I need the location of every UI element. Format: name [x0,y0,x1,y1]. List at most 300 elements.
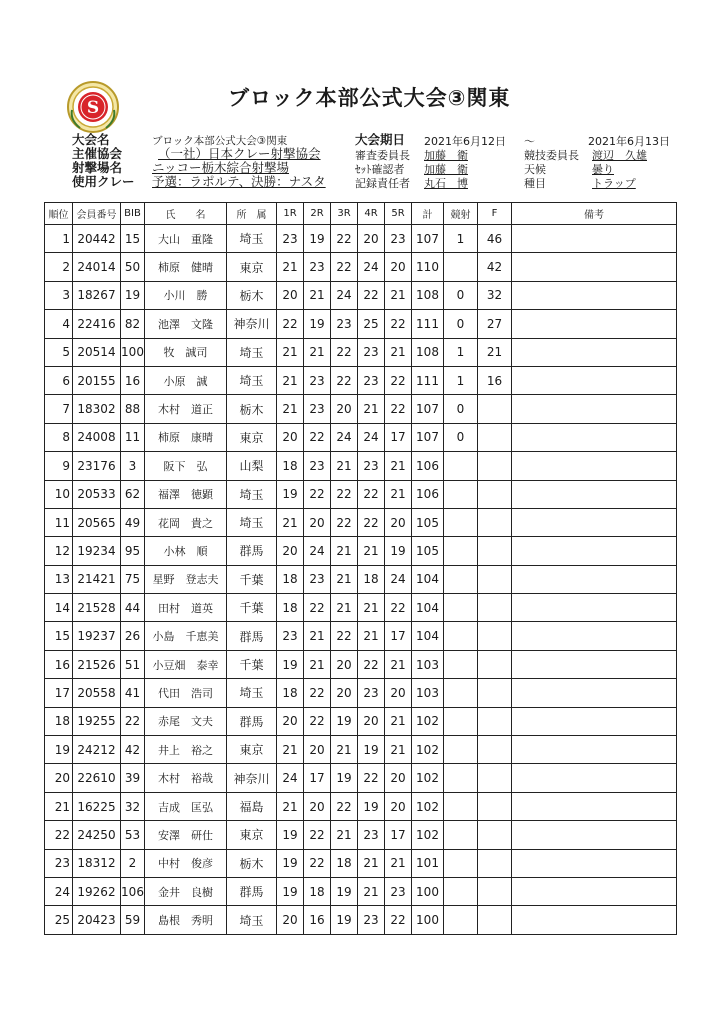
round-2-cell: 22 [304,821,331,849]
rank-cell: 10 [45,480,73,508]
member-number-cell: 20423 [73,906,121,934]
remarks-cell [512,650,677,678]
round-4-cell: 23 [358,679,385,707]
bib-cell: 15 [121,225,145,253]
round-2-cell: 16 [304,906,331,934]
round-1-cell: 23 [277,622,304,650]
remarks-cell [512,366,677,394]
round-4-cell: 21 [358,849,385,877]
table-header-row [45,203,677,225]
round-5-cell: 19 [385,537,412,565]
table-row [45,679,677,707]
round-1-cell: 18 [277,565,304,593]
round-5-cell: 23 [385,225,412,253]
shootoff-cell [444,622,478,650]
round-2-cell: 20 [304,508,331,536]
round-5-cell: 21 [385,650,412,678]
header-round-4: 4R [358,203,385,225]
round-5-cell: 21 [385,736,412,764]
affiliation-cell: 埼玉 [227,338,277,366]
bib-cell: 22 [121,707,145,735]
total-cell: 104 [412,594,444,622]
round-5-cell: 24 [385,565,412,593]
rank-cell: 24 [45,877,73,905]
round-2-cell: 22 [304,849,331,877]
remarks-cell [512,906,677,934]
name-cell: 木村 道正 [145,395,227,423]
bib-cell: 53 [121,821,145,849]
venue-value: ニッコー栃木綜合射撃場 [152,160,290,175]
header-round-5: 5R [385,203,412,225]
final-cell [478,594,512,622]
final-cell [478,452,512,480]
round-4-cell: 20 [358,707,385,735]
name-cell: 小川 勝 [145,281,227,309]
shootoff-cell [444,537,478,565]
round-4-cell: 22 [358,281,385,309]
rank-cell: 1 [45,225,73,253]
round-1-cell: 23 [277,225,304,253]
final-cell [478,537,512,565]
header-remarks: 備考 [512,203,677,225]
round-1-cell: 20 [277,281,304,309]
final-cell [478,622,512,650]
table-row [45,565,677,593]
shootoff-cell [444,906,478,934]
organizer-label: 主催協会 [72,146,123,161]
member-number-cell: 22416 [73,310,121,338]
member-number-cell: 20442 [73,225,121,253]
round-1-cell: 22 [277,310,304,338]
round-1-cell: 20 [277,707,304,735]
remarks-cell [512,707,677,735]
shootoff-cell [444,736,478,764]
affiliation-cell: 東京 [227,736,277,764]
discipline-label: 種目 [524,177,546,190]
rank-cell: 5 [45,338,73,366]
bib-cell: 75 [121,565,145,593]
total-cell: 102 [412,821,444,849]
final-cell [478,423,512,451]
table-row [45,821,677,849]
shootoff-cell: 0 [444,310,478,338]
table-row [45,310,677,338]
name-cell: 池澤 文隆 [145,310,227,338]
table-row [45,225,677,253]
affiliation-cell: 東京 [227,821,277,849]
table-row [45,736,677,764]
organizer-value: （一社）日本クレー射撃協会 [158,146,321,161]
table-row [45,707,677,735]
shootoff-cell [444,650,478,678]
round-3-cell: 21 [331,821,358,849]
round-5-cell: 22 [385,395,412,423]
remarks-cell [512,877,677,905]
name-cell: 金井 良樹 [145,877,227,905]
round-3-cell: 21 [331,736,358,764]
round-4-cell: 23 [358,366,385,394]
total-cell: 102 [412,792,444,820]
table-row [45,792,677,820]
round-5-cell: 22 [385,906,412,934]
name-cell: 柿原 健晴 [145,253,227,281]
affiliation-cell: 埼玉 [227,906,277,934]
member-number-cell: 21421 [73,565,121,593]
name-cell: 代田 浩司 [145,679,227,707]
period-separator: ～ [524,135,535,148]
round-5-cell: 20 [385,679,412,707]
table-row [45,594,677,622]
set-checker-label: ｾｯﾄ確認者 [355,163,405,176]
round-3-cell: 20 [331,679,358,707]
total-cell: 108 [412,338,444,366]
name-cell: 柿原 康晴 [145,423,227,451]
clay-shooting-association-emblem-icon [66,80,120,134]
round-1-cell: 20 [277,906,304,934]
remarks-cell [512,508,677,536]
round-5-cell: 21 [385,281,412,309]
total-cell: 102 [412,764,444,792]
table-row [45,480,677,508]
header-name: 氏 名 [145,203,227,225]
name-cell: 星野 登志夫 [145,565,227,593]
round-4-cell: 18 [358,565,385,593]
table-row [45,508,677,536]
round-1-cell: 21 [277,395,304,423]
round-2-cell: 22 [304,423,331,451]
rank-cell: 23 [45,849,73,877]
member-number-cell: 18302 [73,395,121,423]
round-2-cell: 22 [304,679,331,707]
rank-cell: 3 [45,281,73,309]
total-cell: 108 [412,281,444,309]
bib-cell: 100 [121,338,145,366]
table-row [45,622,677,650]
remarks-cell [512,281,677,309]
bib-cell: 95 [121,537,145,565]
round-3-cell: 22 [331,792,358,820]
round-4-cell: 22 [358,764,385,792]
period-end: 2021年6月13日 [588,135,670,148]
rank-cell: 6 [45,366,73,394]
header-total: 計 [412,203,444,225]
competition-chief-label: 競技委員長 [524,149,579,162]
bib-cell: 44 [121,594,145,622]
final-cell: 27 [478,310,512,338]
header-shootoff: 競射 [444,203,478,225]
event-value: ブロック本部公式大会③関東 [152,135,288,147]
member-number-cell: 19237 [73,622,121,650]
affiliation-cell: 福島 [227,792,277,820]
member-number-cell: 22610 [73,764,121,792]
header-round-1: 1R [277,203,304,225]
round-4-cell: 19 [358,792,385,820]
round-4-cell: 20 [358,225,385,253]
remarks-cell [512,594,677,622]
round-1-cell: 21 [277,253,304,281]
svg-text:S: S [86,98,100,118]
affiliation-cell: 東京 [227,423,277,451]
rank-cell: 2 [45,253,73,281]
table-row [45,537,677,565]
shootoff-cell [444,764,478,792]
name-cell: 島根 秀明 [145,906,227,934]
round-2-cell: 22 [304,707,331,735]
period-start: 2021年6月12日 [424,135,506,148]
total-cell: 103 [412,650,444,678]
bib-cell: 16 [121,366,145,394]
round-5-cell: 21 [385,338,412,366]
bib-cell: 26 [121,622,145,650]
affiliation-cell: 群馬 [227,622,277,650]
table-row [45,395,677,423]
name-cell: 小豆畑 泰幸 [145,650,227,678]
round-3-cell: 19 [331,906,358,934]
total-cell: 106 [412,480,444,508]
bib-cell: 62 [121,480,145,508]
shootoff-cell [444,452,478,480]
member-number-cell: 24212 [73,736,121,764]
bib-cell: 32 [121,792,145,820]
bib-cell: 39 [121,764,145,792]
total-cell: 111 [412,366,444,394]
remarks-cell [512,253,677,281]
round-2-cell: 23 [304,395,331,423]
weather-value: 曇り [592,163,614,176]
round-2-cell: 23 [304,366,331,394]
round-2-cell: 17 [304,764,331,792]
affiliation-cell: 栃木 [227,849,277,877]
table-row [45,423,677,451]
name-cell: 木村 裕哉 [145,764,227,792]
weather-label: 天候 [524,163,546,176]
remarks-cell [512,792,677,820]
round-4-cell: 25 [358,310,385,338]
table-row [45,338,677,366]
remarks-cell [512,764,677,792]
shootoff-cell: 0 [444,395,478,423]
member-number-cell: 23176 [73,452,121,480]
round-3-cell: 19 [331,877,358,905]
competition-chief-value: 渡辺 久雄 [592,149,647,162]
round-4-cell: 21 [358,622,385,650]
rank-cell: 7 [45,395,73,423]
final-cell [478,792,512,820]
round-1-cell: 18 [277,452,304,480]
rank-cell: 15 [45,622,73,650]
bib-cell: 88 [121,395,145,423]
round-2-cell: 18 [304,877,331,905]
round-2-cell: 20 [304,736,331,764]
total-cell: 107 [412,225,444,253]
remarks-cell [512,821,677,849]
bib-cell: 50 [121,253,145,281]
header-affiliation: 所 属 [227,203,277,225]
name-cell: 赤尾 文夫 [145,707,227,735]
round-3-cell: 18 [331,849,358,877]
member-number-cell: 20558 [73,679,121,707]
rank-cell: 9 [45,452,73,480]
round-5-cell: 21 [385,480,412,508]
round-4-cell: 23 [358,452,385,480]
total-cell: 107 [412,423,444,451]
affiliation-cell: 埼玉 [227,508,277,536]
shootoff-cell [444,821,478,849]
table-row [45,849,677,877]
clay-label: 使用クレー [72,174,135,189]
round-3-cell: 21 [331,452,358,480]
total-cell: 107 [412,395,444,423]
rank-cell: 12 [45,537,73,565]
bib-cell: 3 [121,452,145,480]
table-row [45,452,677,480]
round-3-cell: 22 [331,508,358,536]
final-cell: 16 [478,366,512,394]
shootoff-cell [444,679,478,707]
remarks-cell [512,537,677,565]
member-number-cell: 18267 [73,281,121,309]
round-5-cell: 23 [385,877,412,905]
header-final: F [478,203,512,225]
header-bib: BIB [121,203,145,225]
member-number-cell: 20155 [73,366,121,394]
round-1-cell: 19 [277,480,304,508]
bib-cell: 59 [121,906,145,934]
affiliation-cell: 東京 [227,253,277,281]
affiliation-cell: 群馬 [227,707,277,735]
final-cell [478,480,512,508]
member-number-cell: 20514 [73,338,121,366]
round-3-cell: 19 [331,764,358,792]
final-cell [478,707,512,735]
round-1-cell: 19 [277,849,304,877]
round-1-cell: 21 [277,508,304,536]
round-3-cell: 21 [331,594,358,622]
affiliation-cell: 神奈川 [227,310,277,338]
round-1-cell: 20 [277,537,304,565]
table-row [45,877,677,905]
affiliation-cell: 千葉 [227,565,277,593]
shootoff-cell [444,565,478,593]
total-cell: 100 [412,877,444,905]
remarks-cell [512,225,677,253]
round-5-cell: 20 [385,792,412,820]
rank-cell: 21 [45,792,73,820]
affiliation-cell: 埼玉 [227,366,277,394]
round-3-cell: 19 [331,707,358,735]
round-1-cell: 19 [277,877,304,905]
round-4-cell: 19 [358,736,385,764]
shootoff-cell [444,508,478,536]
table-row [45,366,677,394]
member-number-cell: 20565 [73,508,121,536]
round-5-cell: 21 [385,707,412,735]
shootoff-cell [444,480,478,508]
header-round-2: 2R [304,203,331,225]
name-cell: 牧 誠司 [145,338,227,366]
table-row [45,281,677,309]
page-title: ブロック本部公式大会③関東 [228,86,511,110]
rank-cell: 18 [45,707,73,735]
name-cell: 中村 俊彦 [145,849,227,877]
affiliation-cell: 群馬 [227,877,277,905]
set-checker-value: 加藤 衛 [424,163,468,176]
judge-chief-value: 加藤 衛 [424,149,468,162]
member-number-cell: 19234 [73,537,121,565]
round-3-cell: 22 [331,253,358,281]
remarks-cell [512,338,677,366]
total-cell: 101 [412,849,444,877]
round-4-cell: 21 [358,594,385,622]
member-number-cell: 18312 [73,849,121,877]
round-2-cell: 19 [304,225,331,253]
round-2-cell: 22 [304,594,331,622]
name-cell: 吉成 匡弘 [145,792,227,820]
round-5-cell: 21 [385,849,412,877]
header-round-3: 3R [331,203,358,225]
recorder-label: 記録責任者 [355,177,410,190]
shootoff-cell [444,253,478,281]
member-number-cell: 24250 [73,821,121,849]
round-4-cell: 23 [358,821,385,849]
total-cell: 104 [412,565,444,593]
remarks-cell [512,622,677,650]
final-cell [478,565,512,593]
remarks-cell [512,310,677,338]
remarks-cell [512,423,677,451]
shootoff-cell [444,877,478,905]
bib-cell: 49 [121,508,145,536]
rank-cell: 13 [45,565,73,593]
clay-value: 予選：ラポルテ、決勝：ナスタ [152,174,326,189]
affiliation-cell: 埼玉 [227,679,277,707]
round-3-cell: 20 [331,650,358,678]
round-1-cell: 21 [277,366,304,394]
round-4-cell: 24 [358,253,385,281]
member-number-cell: 20533 [73,480,121,508]
shootoff-cell [444,594,478,622]
round-4-cell: 22 [358,650,385,678]
name-cell: 福澤 徳顕 [145,480,227,508]
bib-cell: 41 [121,679,145,707]
rank-cell: 25 [45,906,73,934]
total-cell: 111 [412,310,444,338]
round-3-cell: 24 [331,423,358,451]
remarks-cell [512,480,677,508]
round-3-cell: 24 [331,281,358,309]
round-2-cell: 23 [304,253,331,281]
final-cell [478,849,512,877]
rank-cell: 4 [45,310,73,338]
round-5-cell: 17 [385,423,412,451]
affiliation-cell: 群馬 [227,537,277,565]
total-cell: 100 [412,906,444,934]
round-2-cell: 23 [304,565,331,593]
total-cell: 105 [412,508,444,536]
affiliation-cell: 神奈川 [227,764,277,792]
final-cell [478,650,512,678]
remarks-cell [512,452,677,480]
final-cell: 42 [478,253,512,281]
round-3-cell: 22 [331,225,358,253]
rank-cell: 20 [45,764,73,792]
bib-cell: 11 [121,423,145,451]
header-rank: 順位 [45,203,73,225]
final-cell [478,508,512,536]
name-cell: 大山 重隆 [145,225,227,253]
affiliation-cell: 栃木 [227,281,277,309]
affiliation-cell: 埼玉 [227,225,277,253]
